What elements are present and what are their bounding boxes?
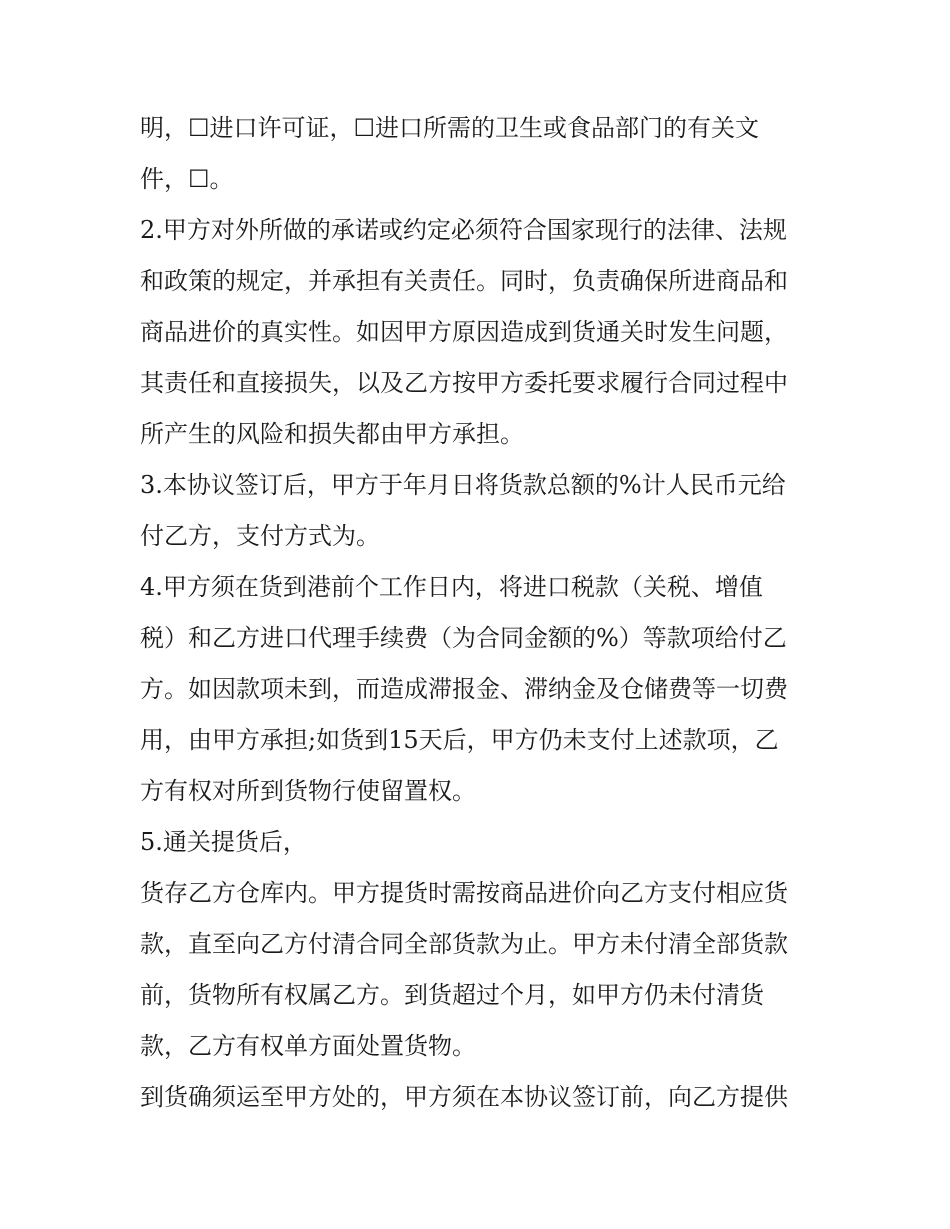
text-line: 所产生的风险和损失都由甲方承担。 <box>140 420 524 448</box>
text-line: 件，☐。 <box>140 165 234 193</box>
contract-body-text <box>140 103 830 1123</box>
text-line: 付乙方，支付方式为。 <box>140 522 380 550</box>
text-line: 和政策的规定，并承担有关责任。同时，负责确保所进商品和 <box>140 267 788 295</box>
text-line: 其责任和直接损失，以及乙方按甲方委托要求履行合同过程中 <box>140 369 788 397</box>
text-line: 税）和乙方进口代理手续费（为合同金额的%）等款项给付乙 <box>140 624 787 652</box>
text-line: 方有权对所到货物行使留置权。 <box>140 777 476 805</box>
text-line: 明，☐进口许可证，☐进口所需的卫生或食品部门的有关文 <box>140 114 760 142</box>
text-line: 商品进价的真实性。如因甲方原因造成到货通关时发生问题， <box>140 318 788 346</box>
clause-5-line: 5.通关提货后， <box>140 828 307 856</box>
text-line: 到货确须运至甲方处的，甲方须在本协议签订前，向乙方提供 <box>140 1083 788 1111</box>
text-line: 款，直至向乙方付清合同全部货款为止。甲方未付清全部货款 <box>140 930 788 958</box>
text-line: 方。如因款项未到，而造成滞报金、滞纳金及仓储费等一切费 <box>140 675 788 703</box>
text-line: 用，由甲方承担;如货到15天后，甲方仍未支付上述款项，乙 <box>140 726 779 754</box>
clause-2-line: 2.甲方对外所做的承诺或约定必须符合国家现行的法律、法规 <box>140 216 787 244</box>
text-line: 货存乙方仓库内。甲方提货时需按商品进价向乙方支付相应货 <box>140 879 788 907</box>
text-line: 前，货物所有权属乙方。到货超过个月，如甲方仍未付清货 <box>140 981 764 1009</box>
text-line: 款，乙方有权单方面处置货物。 <box>140 1032 476 1060</box>
clause-3-line: 3.本协议签订后，甲方于年月日将货款总额的%计人民币元给 <box>140 471 786 499</box>
clause-4-line: 4.甲方须在货到港前个工作日内，将进口税款（关税、增值 <box>140 573 763 601</box>
